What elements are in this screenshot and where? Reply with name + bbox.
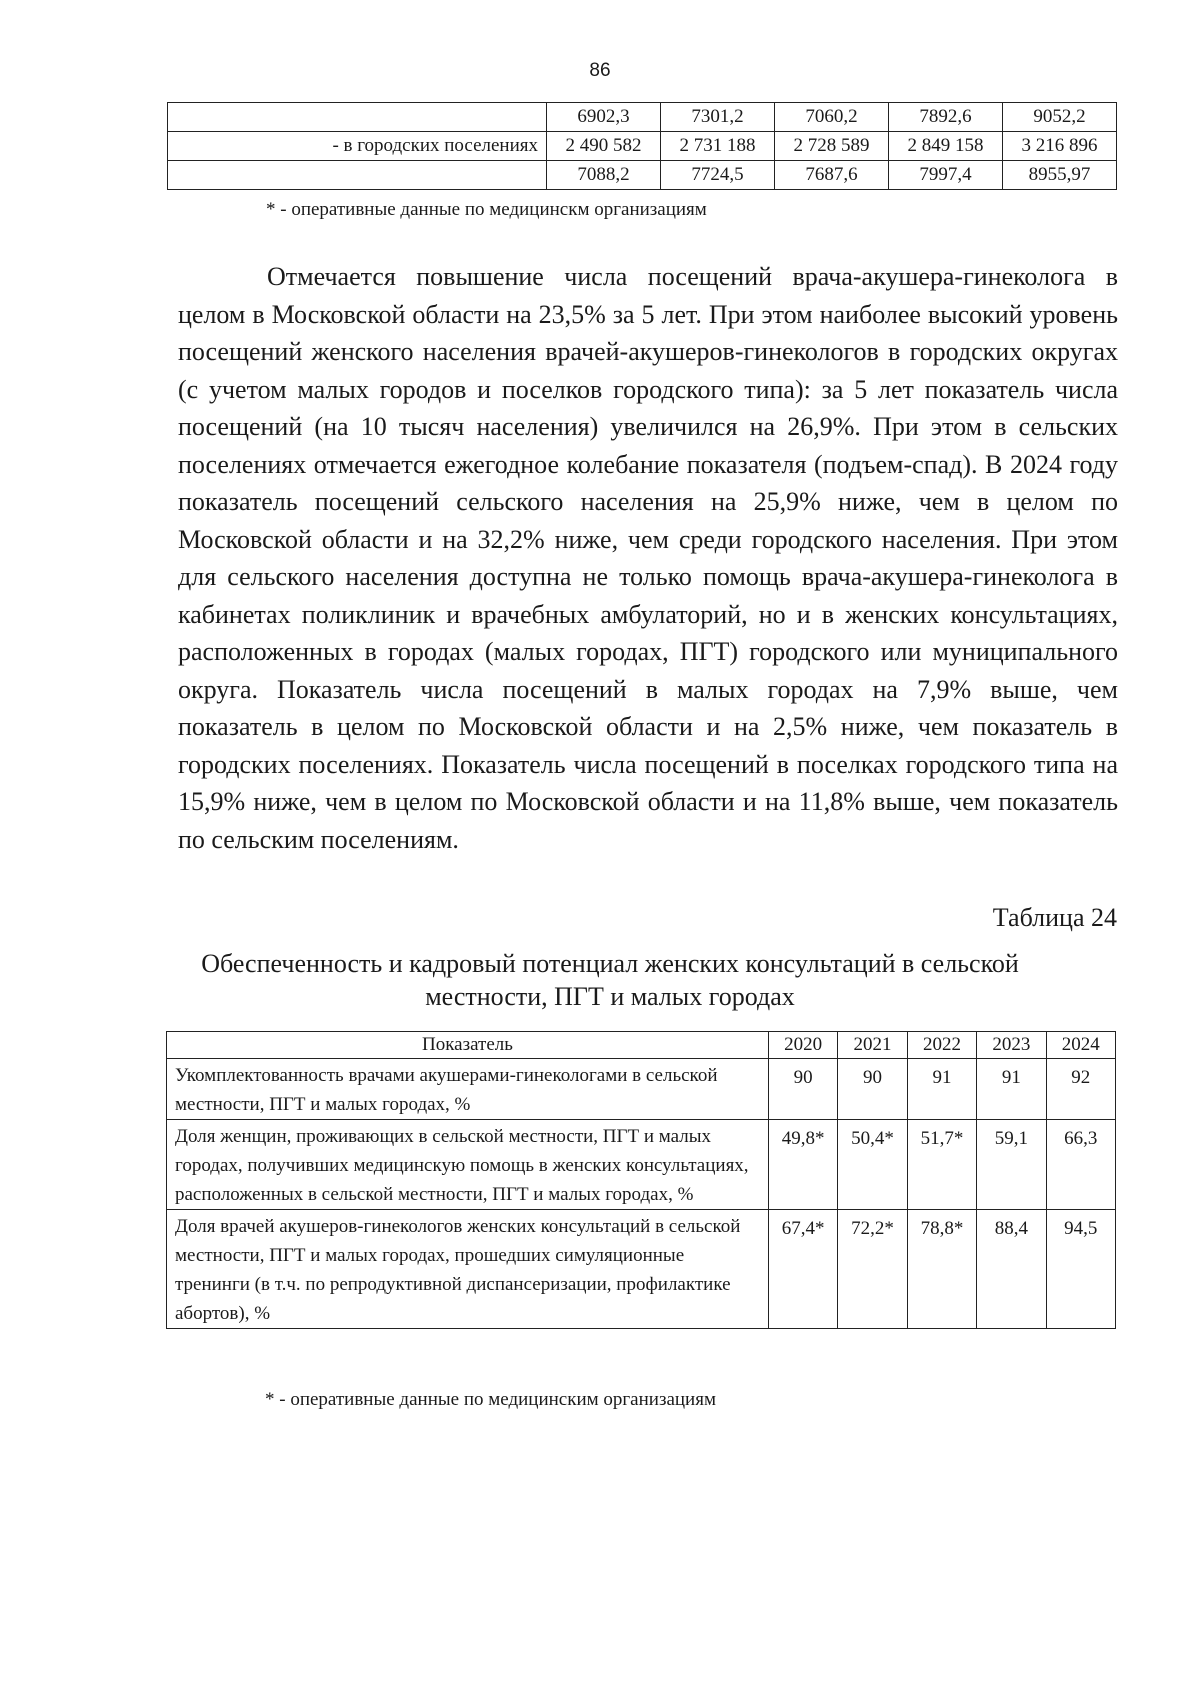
- value-cell: 91: [907, 1059, 976, 1120]
- column-header-indicator: Показатель: [167, 1032, 769, 1059]
- table-title: Обеспеченность и кадровый потенциал женских консультаций в сельской местности, ПГТ и малых городах: [201, 949, 1019, 1011]
- table-row: [167, 1210, 1116, 1329]
- table-cell: 9052,2: [1003, 103, 1117, 132]
- body-paragraph: Отмечается повышение числа посещений врача-акушера-гинеколога в целом в Московской области на 23,5% за 5 лет. При этом наиболее высокий уровень посещений женского населения врачей-акушеров-гинекологов в городских округах (с учетом малых городов и поселков городского типа): за 5 лет показатель числа посещений (на 10 тысяч населения) увеличился на 26,9%. При этом в сельских поселениях отмечается ежегодное колебание показателя (подъем-спад). В 2024 году показатель посещений сельского населения на 25,9% ниже, чем в целом по Московской области и на 32,2% ниже, чем среди городского населения. При этом для сельского населения доступна не только помощь врача-акушера-гинеколога в кабинетах поликлиник и врачебных амбулаторий, но и в женских консультациях, расположенных в городах (малых городах, ПГТ) городского или муниципального округа. Показатель числа посещений в малых городах на 7,9% выше, чем показатель в целом по Московской области и на 2,5% ниже, чем показатель в городских поселениях. Показатель числа посещений в поселках городского типа на 15,9% ниже, чем в целом по Московской области и на 11,8% выше, чем показатель по сельским поселениям.: [178, 262, 1118, 854]
- table-row: [167, 1059, 1116, 1120]
- value-cell: 94,5: [1046, 1210, 1115, 1329]
- row-label: - в городских поселениях: [168, 132, 547, 161]
- value-cell: 49,8*: [768, 1120, 837, 1210]
- column-header-year: 2023: [977, 1032, 1046, 1059]
- top-table-footnote: * - оперативные данные по медицинскм организациям: [266, 199, 707, 220]
- indicator-cell: Доля женщин, проживающих в сельской местности, ПГТ и малых городах, получивших медицинскую помощь в женских консультациях, расположенных в сельской местности, ПГТ и малых городах, %: [167, 1120, 769, 1210]
- table-cell: 2 731 188: [661, 132, 775, 161]
- table-row: [167, 1120, 1116, 1210]
- value-cell: 50,4*: [838, 1120, 907, 1210]
- column-header-year: 2024: [1046, 1032, 1115, 1059]
- value-cell: 78,8*: [907, 1210, 976, 1329]
- table-cell: 7892,6: [889, 103, 1003, 132]
- value-cell: 59,1: [977, 1120, 1046, 1210]
- column-header-year: 2020: [768, 1032, 837, 1059]
- value-cell: 88,4: [977, 1210, 1046, 1329]
- table-row: [168, 103, 1117, 132]
- visits-table-continuation: [167, 102, 1117, 190]
- indicator-cell: Доля врачей акушеров-гинекологов женских консультаций в сельской местности, ПГТ и малых городах, прошедших симуляционные тренинги (в т.ч. по репродуктивной диспансеризации, профилактике абортов), %: [167, 1210, 769, 1329]
- table-cell: 6902,3: [547, 103, 661, 132]
- column-header-year: 2021: [838, 1032, 907, 1059]
- value-cell: 90: [838, 1059, 907, 1120]
- table-row: [168, 132, 1117, 161]
- table-24-footnote: * - оперативные данные по медицинским организациям: [265, 1389, 716, 1410]
- value-cell: 92: [1046, 1059, 1115, 1120]
- table-cell: 7724,5: [661, 161, 775, 190]
- table-cell: 3 216 896: [1003, 132, 1117, 161]
- column-header-year: 2022: [907, 1032, 976, 1059]
- row-label: [168, 161, 547, 190]
- value-cell: 91: [977, 1059, 1046, 1120]
- row-label: [168, 103, 547, 132]
- value-cell: 90: [768, 1059, 837, 1120]
- value-cell: 72,2*: [838, 1210, 907, 1329]
- table-cell: 2 849 158: [889, 132, 1003, 161]
- table-caption: Таблица 24: [992, 903, 1117, 932]
- table-cell: 7687,6: [775, 161, 889, 190]
- table-cell: 7301,2: [661, 103, 775, 132]
- table-row: [168, 161, 1117, 190]
- page-number: 86: [589, 60, 611, 81]
- value-cell: 67,4*: [768, 1210, 837, 1329]
- table-header-row: [167, 1032, 1116, 1059]
- table-cell: 7997,4: [889, 161, 1003, 190]
- table-24: [166, 1031, 1116, 1329]
- table-cell: 8955,97: [1003, 161, 1117, 190]
- table-cell: 2 490 582: [547, 132, 661, 161]
- table-cell: 2 728 589: [775, 132, 889, 161]
- indicator-cell: Укомплектованность врачами акушерами-гинекологами в сельской местности, ПГТ и малых городах, %: [167, 1059, 769, 1120]
- table-cell: 7060,2: [775, 103, 889, 132]
- value-cell: 66,3: [1046, 1120, 1115, 1210]
- value-cell: 51,7*: [907, 1120, 976, 1210]
- table-cell: 7088,2: [547, 161, 661, 190]
